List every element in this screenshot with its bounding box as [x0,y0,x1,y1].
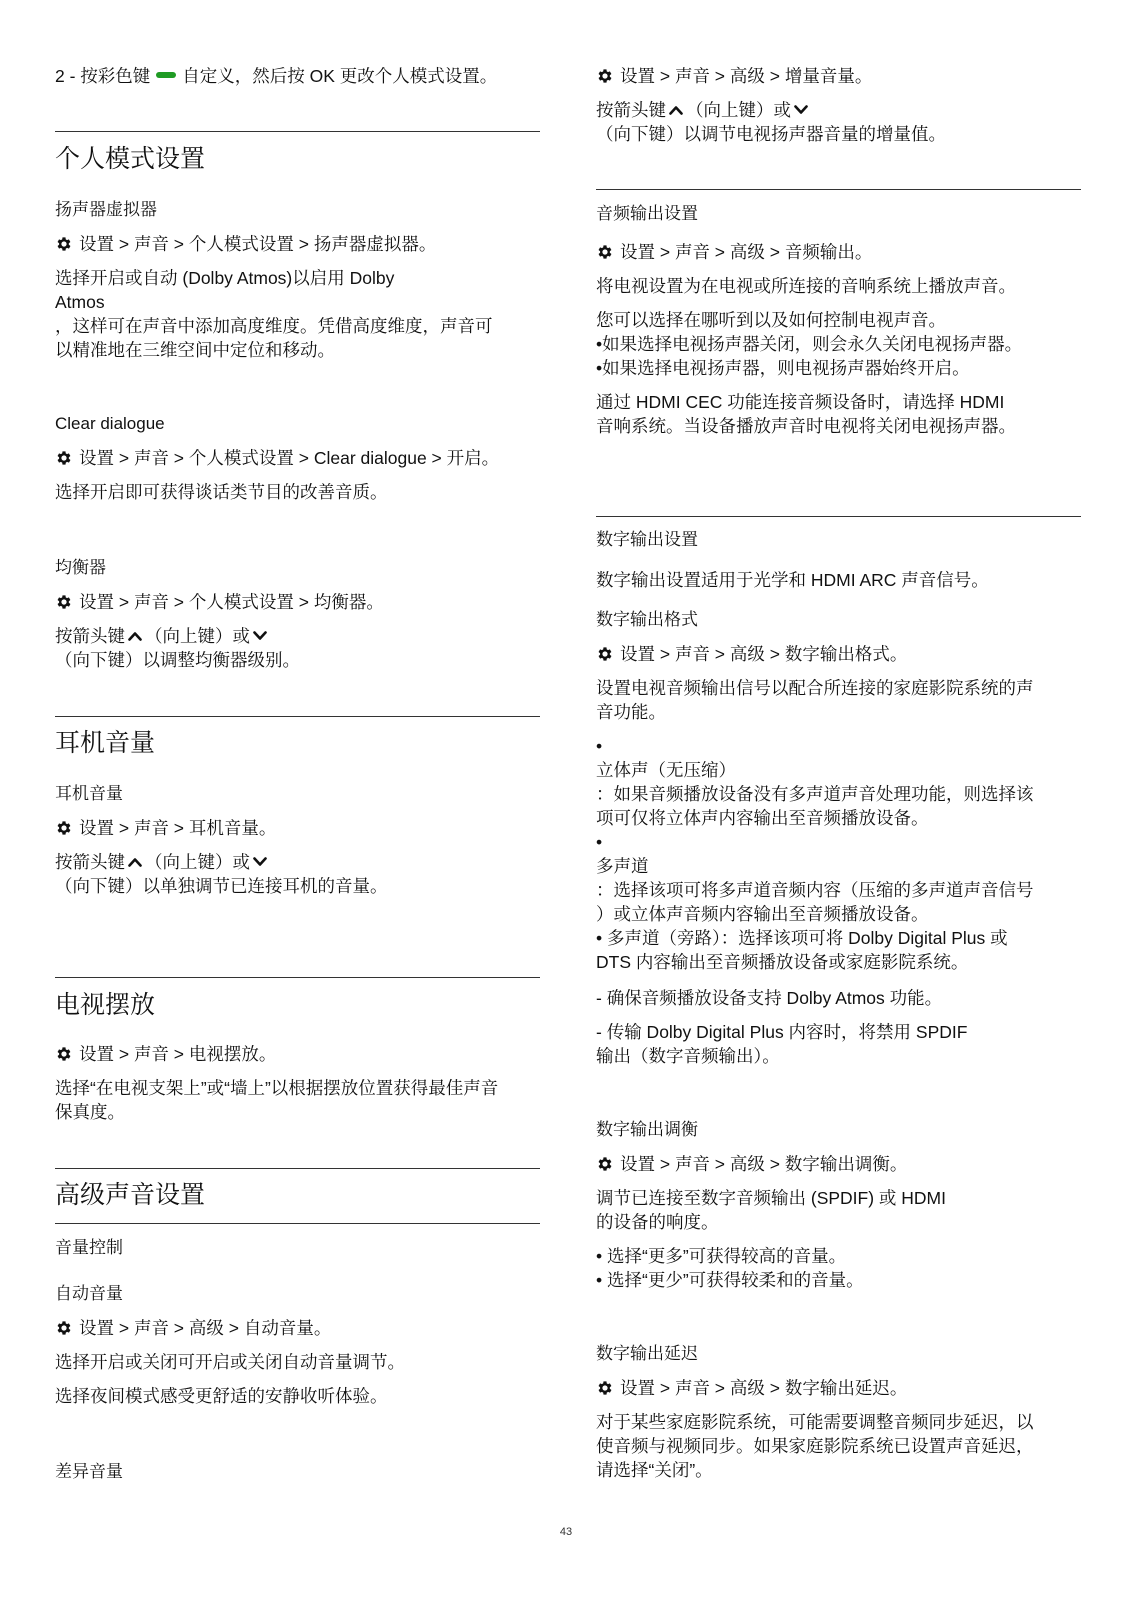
equalizer-title: 均衡器 [55,558,106,577]
divider [55,716,540,717]
digital-out-desc: 数字输出设置适用于光学和 HDMI ARC 声音信号。 [596,570,989,590]
chevron-down-icon [794,104,808,116]
chevron-down-icon [253,630,267,642]
divider [596,189,1081,190]
gear-icon [596,1155,614,1173]
digital-format-note1: - 确保音频播放设备支持 Dolby Atmos 功能。 [596,988,943,1008]
auto-volume-path: 设置 > 声音 > 高级 > 自动音量。 [55,1316,535,1340]
gear-icon [55,449,73,467]
divider [55,1168,540,1169]
chevron-down-icon [253,856,267,868]
volume-control-title: 音量控制 [55,1238,123,1257]
gear-icon [55,1045,73,1063]
clear-dialogue-title: Clear dialogue [55,414,165,433]
digital-leveling-path: 设置 > 声音 > 高级 > 数字输出调衡。 [596,1152,1076,1176]
audio-out-title: 音频输出设置 [596,204,698,223]
digital-delay-path: 设置 > 声音 > 高级 > 数字输出延迟。 [596,1376,1076,1400]
heading-personal-settings: 个人模式设置 [55,145,206,173]
digital-delay-title: 数字输出延迟 [596,1344,698,1363]
divider [55,1223,540,1224]
speaker-virtualizer-path: 设置 > 声音 > 个人模式设置 > 扬声器虚拟器。 [55,232,535,256]
gear-icon [596,645,614,663]
divider [55,977,540,978]
headphone-path: 设置 > 声音 > 耳机音量。 [55,816,535,840]
auto-volume-title: 自动音量 [55,1284,123,1303]
equalizer-path: 设置 > 声音 > 个人模式设置 > 均衡器。 [55,590,535,614]
delta-volume-path: 设置 > 声音 > 高级 > 增量音量。 [596,64,1076,88]
gear-icon [596,1379,614,1397]
digital-format-note2: - 传输 Dolby Digital Plus 内容时，将禁用 SPDIF 输出（数字音频输出）。 [596,1022,968,1066]
speaker-virtualizer-title: 扬声器虚拟器 [55,200,157,219]
gear-icon [55,819,73,837]
audio-out-path: 设置 > 声音 > 高级 > 音频输出。 [596,240,1076,264]
heading-tv-placement: 电视摆放 [55,991,156,1019]
divider [55,131,540,132]
divider [596,516,1081,517]
digital-leveling-title: 数字输出调衡 [596,1120,698,1139]
digital-leveling-bullets: • 选择“更多”可获得较高的音量。 • 选择“更少”可获得较柔和的音量。 [596,1246,864,1290]
digital-format-path: 设置 > 声音 > 高级 > 数字输出格式。 [596,642,1076,666]
headphone-desc: 按箭头键 （向上键）或 （向下键）以单独调节已连接耳机的音量。 [55,852,388,896]
gear-icon [596,243,614,261]
equalizer-desc: 按箭头键 （向上键）或 （向下键）以调整均衡器级别。 [55,626,300,670]
digital-delay-desc: 对于某些家庭影院系统，可能需要调整音频同步延迟，以 使音频与视频同步。如果家庭影院系统已设置声音延迟， 请选择“关闭”。 [596,1412,1034,1480]
chevron-up-icon [128,856,142,868]
digital-leveling-desc: 调节已连接至数字音频输出 (SPDIF) 或 HDMI 的设备的响度。 [596,1188,946,1232]
gear-icon [55,593,73,611]
digital-out-title: 数字输出设置 [596,530,698,549]
intro-text: 2 - 按彩色键 自定义，然后按 OK 更改个人模式设置。 [55,66,498,86]
tv-placement-path: 设置 > 声音 > 电视摆放。 [55,1042,535,1066]
delta-volume-title: 差异音量 [55,1462,123,1481]
headphone-title: 耳机音量 [55,784,123,803]
auto-volume-desc2: 选择夜间模式感受更舒适的安静收听体验。 [55,1386,388,1406]
digital-format-options: • 立体声（无压缩） ：如果音频播放设备没有多声道声音处理功能，则选择该 项可仅将立体声内容输出至音频播放设备。 • 多声道 ：选择该项可将多声道音频内容（压缩的多声道声音信号 ）或立体声音频内容输出至音频播放设备。 • 多声道（旁路）：选择该项可将 Dolby Digital Plus 或 DTS 内容输出至音频播放设备或家庭影院系统。 [596,736,1034,972]
audio-out-desc3: 通过 HDMI CEC 功能连接音频设备时，请选择 HDMI 音响系统。当设备播放声音时电视将关闭电视扬声器。 [596,392,1016,436]
page-number: 43 [559,1526,573,1538]
gear-icon [596,67,614,85]
audio-out-desc1: 将电视设置为在电视或所连接的音响系统上播放声音。 [596,276,1016,296]
heading-headphone-volume: 耳机音量 [55,729,156,757]
delta-volume-desc: 按箭头键 （向上键）或 （向下键）以调节电视扬声器音量的增量值。 [596,100,946,144]
gear-icon [55,235,73,253]
gear-icon [55,1319,73,1337]
clear-dialogue-path: 设置 > 声音 > 个人模式设置 > Clear dialogue > 开启。 [55,446,535,470]
clear-dialogue-desc: 选择开启即可获得谈话类节目的改善音质。 [55,482,388,502]
chevron-up-icon [669,104,683,116]
auto-volume-desc1: 选择开启或关闭可开启或关闭自动音量调节。 [55,1352,405,1372]
green-key-icon [156,72,176,78]
audio-out-desc2: 您可以选择在哪听到以及如何控制电视声音。 •如果选择电视扬声器关闭，则会永久关闭电视扬声器。 •如果选择电视扬声器，则电视扬声器始终开启。 [596,310,1023,378]
chevron-up-icon [128,630,142,642]
tv-placement-desc: 选择“在电视支架上”或“墙上”以根据摆放位置获得最佳声音 保真度。 [55,1078,499,1122]
digital-format-desc: 设置电视音频输出信号以配合所连接的家庭影院系统的声 音功能。 [596,678,1034,722]
heading-advanced-sound: 高级声音设置 [55,1181,206,1209]
digital-format-title: 数字输出格式 [596,610,698,629]
speaker-virtualizer-desc: 选择开启或自动 (Dolby Atmos)以启用 Dolby Atmos ，这样可在声音中添加高度维度。凭借高度维度，声音可 以精准地在三维空间中定位和移动。 [55,268,493,360]
